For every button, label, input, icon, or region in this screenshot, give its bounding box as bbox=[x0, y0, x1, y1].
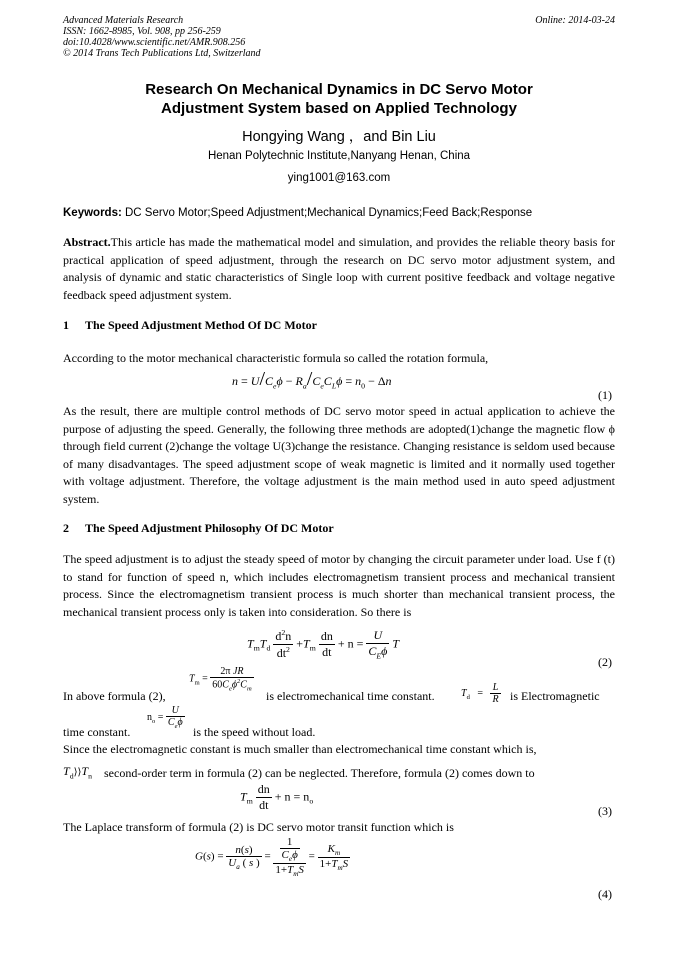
doi: doi:10.4028/www.scientific.net/AMR.908.256 bbox=[63, 37, 246, 48]
equation-4: G(s) = $\frac{n(s)}{U_a ( s )}$ = $\frac{\frac{1}{C_e\phi}}{1+T_mS}$ = $\frac{K_m}{1+T_mS}$ bbox=[195, 836, 349, 879]
inline-text-d: time constant. bbox=[63, 725, 131, 739]
section-1-heading bbox=[63, 318, 317, 333]
affiliation: Henan Polytechnic Institute,Nanyang Henan, China bbox=[207, 150, 471, 162]
section-2-title: The Speed Adjustment Philosophy Of DC Motor bbox=[85, 521, 334, 535]
abstract-text: This article has made the mathematical model and simulation, and provides the reliable theory basis for practical application of speed adjustment, through the research on DC servo motor adjustment system, and analysis of dynamic and static characteristics of Single loop with current positive feedback and voltage negative feedback speed adjustment system. bbox=[63, 235, 615, 302]
section-1-intro: According to the motor mechanical characteristic formula so called the rotation formula, bbox=[63, 351, 489, 365]
section-1-title: The Speed Adjustment Method Of DC Motor bbox=[85, 318, 317, 332]
abstract-label: Abstract. bbox=[63, 235, 111, 249]
equation-1: $n = U/C_e\phi - R_a/C_eC_L\phi = n_0 - \Delta n$ bbox=[232, 368, 392, 391]
section-2-body: The speed adjustment is to adjust the steady speed of motor by changing the circuit parameter under load. Use f (t) to stand for function of speed n, which includes electromagnetism transient process and mechanical transient process. Since the electromagnetism transient process is much shorter than mechanical transient process, the mechanical transient process only is taken into consideration. So there is bbox=[63, 552, 615, 619]
tm-definition: $T_m$ = $\frac{\text{2π JR}}{60C_e\phi^2C_m}$ bbox=[189, 666, 252, 693]
author-email: ying1001@163.com bbox=[287, 172, 391, 184]
equation-3: $T_m$ $\frac{dn}{dt}$ + $n = n_o$ bbox=[240, 782, 314, 812]
section-2-second-order: second-order term in formula (2) can be neglected. Therefore, formula (2) comes down to bbox=[104, 766, 535, 780]
inline-text-b: is electromechanical time constant. bbox=[266, 689, 435, 703]
title-line-2: Adjustment System based on Applied Technology bbox=[161, 100, 517, 117]
equation-4-number: (4) bbox=[598, 887, 612, 901]
section-2-laplace: The Laplace transform of formula (2) is DC servo motor transit function which is bbox=[63, 820, 454, 834]
equation-3-number: (3) bbox=[598, 804, 612, 818]
issn: ISSN: 1662-8985, Vol. 908, pp 256-259 bbox=[63, 26, 221, 37]
abstract bbox=[63, 234, 615, 304]
section-2-since: Since the electromagnetic constant is much smaller than electromechanical time constant which is, bbox=[63, 742, 537, 756]
online-date: Online: 2014-03-24 bbox=[535, 15, 615, 26]
td-definition: $T_d$ = $\frac{L}{R}$ bbox=[461, 682, 499, 705]
keywords bbox=[63, 207, 615, 219]
section-1-number: 1 bbox=[63, 318, 69, 332]
keywords-text: DC Servo Motor;Speed Adjustment;Mechanical Dynamics;Feed Back;Response bbox=[121, 207, 533, 219]
keywords-label: Keywords: bbox=[63, 207, 122, 219]
equation-1-number: (1) bbox=[598, 388, 612, 402]
inline-text-c: is Electromagnetic bbox=[510, 689, 600, 703]
equation-2-number: (2) bbox=[598, 655, 612, 669]
inline-text-a: In above formula (2), bbox=[63, 689, 166, 703]
paper-title bbox=[63, 80, 615, 118]
section-1-body: As the result, there are multiple control methods of DC servo motor speed in actual application to achieve the purpose of adjusting the speed. Generally, the following three methods are adopted(1)change the magnetic flow ϕ through field current (2)change the voltage U(3)change the resistance. Changing resistance is seldom used because of many disadvantages. The speed adjustment scope of weak magnetic is limited and it normally used together with voltage adjustment. Therefore, the voltage adjustment is the main method used in auto speed adjustment system. bbox=[63, 404, 615, 506]
n0-definition: $n_o$ = $\frac{U}{C_e\phi}$ bbox=[147, 705, 183, 730]
authors: Hongying Wang ，and Bin Liu bbox=[242, 129, 436, 145]
section-2-number: 2 bbox=[63, 521, 69, 535]
journal-header bbox=[63, 15, 261, 59]
inline-text-e: is the speed without load. bbox=[193, 725, 316, 739]
journal-name: Advanced Materials Research bbox=[63, 15, 184, 26]
td-tm-relation: $T_d⟩⟩T_n$ bbox=[63, 764, 92, 781]
title-line-1: Research On Mechanical Dynamics in DC Servo Motor bbox=[145, 81, 533, 98]
copyright: © 2014 Trans Tech Publications Ltd, Switzerland bbox=[63, 48, 261, 59]
equation-2: $T_mT_d$ $\frac{d^2n}{dt^2}$ $+T_m$ $\frac{dn}{dt}$ + n = $\frac{U}{C_E\phi}$ T bbox=[247, 628, 400, 661]
section-2-heading bbox=[63, 521, 334, 536]
